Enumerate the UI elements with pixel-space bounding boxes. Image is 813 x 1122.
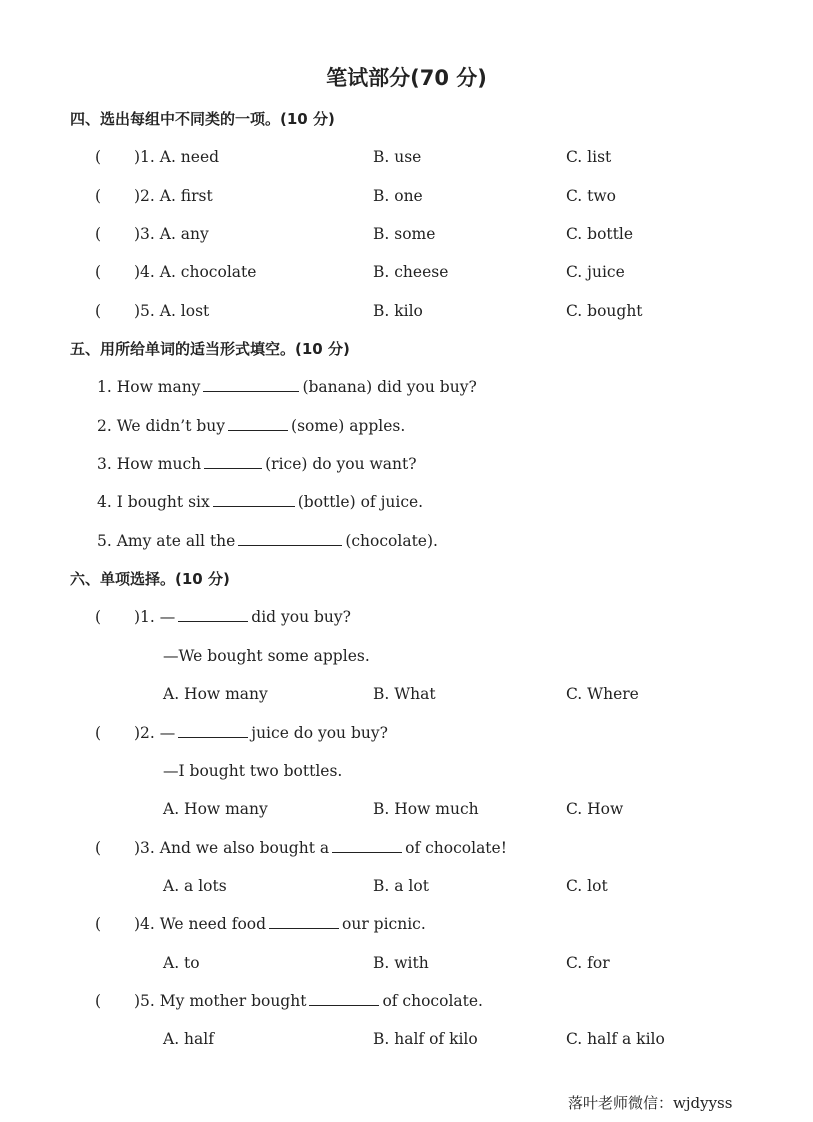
options-row xyxy=(0,944,813,982)
answer-blank[interactable] xyxy=(213,492,295,507)
fill-sentence xyxy=(97,483,423,521)
question-row xyxy=(0,522,813,560)
option-c: C. list xyxy=(566,148,612,167)
question-row xyxy=(0,714,813,752)
answer-blank[interactable] xyxy=(178,607,248,622)
answer-blank[interactable] xyxy=(178,723,248,738)
option-a: A. half xyxy=(163,1030,214,1049)
option-b: B. kilo xyxy=(373,301,423,320)
sentence-start: 2. We didn’t buy xyxy=(97,416,226,435)
option-a: A. a lots xyxy=(163,876,227,895)
option-a: )2. A. first xyxy=(134,186,213,205)
fill-sentence xyxy=(97,407,405,445)
answer-paren[interactable]: ( xyxy=(95,186,102,205)
question-start: )3. And we also bought a xyxy=(134,838,330,857)
option-a: A. How many xyxy=(163,800,268,819)
section-6-heading: 六、单项选择。(10 分) xyxy=(70,570,230,589)
answer-paren[interactable]: ( xyxy=(95,301,102,320)
question-end: of chocolate! xyxy=(405,838,507,857)
option-a: )5. A. lost xyxy=(134,301,210,320)
sentence-end: (some) apples. xyxy=(291,416,406,435)
question-row xyxy=(0,483,813,521)
option-a: A. to xyxy=(163,953,200,972)
option-a: )1. A. need xyxy=(134,148,220,167)
question-row xyxy=(0,177,813,215)
options-row xyxy=(0,675,813,713)
question-row xyxy=(0,368,813,406)
question-end: juice do you buy? xyxy=(251,723,388,742)
question-text xyxy=(134,598,351,636)
option-c: C. Where xyxy=(566,685,639,704)
question-row xyxy=(0,138,813,176)
footer-contact: 落叶老师微信：wjdyyss xyxy=(568,1094,733,1112)
option-b: B. What xyxy=(373,685,436,704)
reply-row xyxy=(0,637,813,675)
option-b: B. with xyxy=(373,953,429,972)
option-c: C. half a kilo xyxy=(566,1030,665,1049)
answer-blank[interactable] xyxy=(269,914,339,929)
answer-blank[interactable] xyxy=(309,991,379,1006)
sentence-start: 4. I bought six xyxy=(97,493,210,512)
option-b: B. some xyxy=(373,225,436,244)
question-end: did you buy? xyxy=(251,608,351,627)
options-row xyxy=(0,790,813,828)
answer-paren[interactable]: ( xyxy=(95,991,102,1010)
question-start: )2. — xyxy=(134,723,176,742)
question-row xyxy=(0,598,813,636)
option-c: C. How xyxy=(566,800,624,819)
option-c: C. bought xyxy=(566,301,643,320)
question-text xyxy=(134,982,483,1020)
question-row xyxy=(0,829,813,867)
question-row xyxy=(0,292,813,330)
answer-paren[interactable]: ( xyxy=(95,225,102,244)
answer-blank[interactable] xyxy=(228,416,288,431)
sentence-end: (rice) do you want? xyxy=(265,455,417,474)
question-row xyxy=(0,215,813,253)
option-c: C. lot xyxy=(566,876,608,895)
fill-sentence xyxy=(97,522,438,560)
answer-paren[interactable]: ( xyxy=(95,263,102,282)
option-a: A. How many xyxy=(163,685,268,704)
question-end: of chocolate. xyxy=(382,991,483,1010)
question-start: )4. We need food xyxy=(134,915,267,934)
question-row xyxy=(0,253,813,291)
sentence-end: (chocolate). xyxy=(345,531,438,550)
question-text xyxy=(134,905,426,943)
question-text xyxy=(134,829,507,867)
answer-paren[interactable]: ( xyxy=(95,608,102,627)
answer-blank[interactable] xyxy=(238,531,342,546)
question-start: )5. My mother bought xyxy=(134,991,307,1010)
sentence-start: 3. How much xyxy=(97,455,202,474)
option-b: B. How much xyxy=(373,800,479,819)
sentence-start: 1. How many xyxy=(97,378,201,397)
option-b: B. use xyxy=(373,148,422,167)
option-c: C. bottle xyxy=(566,225,634,244)
question-end: our picnic. xyxy=(342,915,426,934)
section-4-heading: 四、选出每组中不同类的一项。(10 分) xyxy=(70,110,335,128)
options-row xyxy=(0,1020,813,1058)
answer-paren[interactable]: ( xyxy=(95,838,102,857)
option-b: B. cheese xyxy=(373,263,449,282)
option-a: )3. A. any xyxy=(134,225,209,244)
fill-sentence xyxy=(97,368,477,406)
page-title: 笔试部分(70 分) xyxy=(326,66,487,90)
question-row xyxy=(0,445,813,483)
answer-blank[interactable] xyxy=(332,838,402,853)
question-start: )1. — xyxy=(134,608,176,627)
answer-paren[interactable]: ( xyxy=(95,148,102,167)
option-b: B. half of kilo xyxy=(373,1030,478,1049)
question-text xyxy=(134,714,388,752)
answer-paren[interactable]: ( xyxy=(95,915,102,934)
sentence-start: 5. Amy ate all the xyxy=(97,531,236,550)
option-b: B. a lot xyxy=(373,876,429,895)
reply-row xyxy=(0,752,813,790)
sentence-end: (bottle) of juice. xyxy=(297,493,424,512)
section-5-heading: 五、用所给单词的适当形式填空。(10 分) xyxy=(70,340,350,359)
answer-blank[interactable] xyxy=(203,377,299,392)
option-c: C. two xyxy=(566,186,616,205)
options-row xyxy=(0,867,813,905)
reply-text: —I bought two bottles. xyxy=(163,761,343,780)
question-row xyxy=(0,905,813,943)
question-row xyxy=(0,407,813,445)
question-row xyxy=(0,982,813,1020)
option-b: B. one xyxy=(373,186,423,205)
fill-sentence xyxy=(97,445,417,483)
option-a: )4. A. chocolate xyxy=(134,263,257,282)
answer-blank[interactable] xyxy=(204,454,262,469)
sentence-end: (banana) did you buy? xyxy=(302,378,477,397)
reply-text: —We bought some apples. xyxy=(163,646,370,665)
answer-paren[interactable]: ( xyxy=(95,723,102,742)
option-c: C. for xyxy=(566,953,610,972)
option-c: C. juice xyxy=(566,263,625,282)
